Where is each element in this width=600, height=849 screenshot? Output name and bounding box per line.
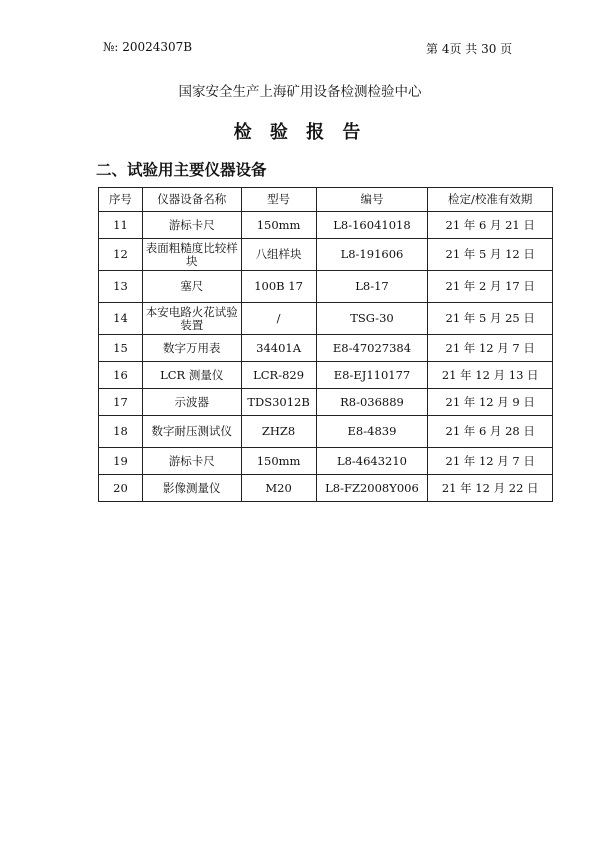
report-title: 检 验 报 告	[233, 122, 367, 143]
cell-expiry: 21 年 12 月 7 日	[428, 335, 553, 362]
cell-name: 游标卡尺	[142, 212, 241, 239]
cell-expiry: 21 年 12 月 22 日	[428, 475, 553, 502]
cell-name: 数字耐压测试仪	[142, 416, 241, 448]
cell-model: 150mm	[241, 212, 316, 239]
table-row	[99, 362, 553, 389]
cell-model: 150mm	[241, 448, 316, 475]
cell-model: 34401A	[241, 335, 316, 362]
table-row	[99, 475, 553, 502]
table-row	[99, 448, 553, 475]
page-info: 第 4页 共 30 页	[426, 42, 513, 56]
table-header-row	[99, 188, 553, 212]
cell-no: 20	[99, 475, 143, 502]
cell-no: 14	[99, 303, 143, 335]
cell-no: 17	[99, 389, 143, 416]
cell-id: L8-17	[316, 271, 428, 303]
cell-expiry: 21 年 5 月 12 日	[428, 239, 553, 271]
cell-no: 12	[99, 239, 143, 271]
cell-id: L8-191606	[316, 239, 428, 271]
cell-expiry: 21 年 12 月 9 日	[428, 389, 553, 416]
cell-name: 本安电路火花试验装置	[142, 303, 241, 335]
table-row	[99, 212, 553, 239]
column-header: 仪器设备名称	[142, 188, 241, 212]
instrument-table	[98, 187, 553, 502]
cell-expiry: 21 年 6 月 21 日	[428, 212, 553, 239]
cell-name: 影像测量仪	[142, 475, 241, 502]
section-heading: 二、试验用主要仪器设备	[96, 160, 267, 179]
cell-no: 18	[99, 416, 143, 448]
column-header: 型号	[241, 188, 316, 212]
cell-model: TDS3012B	[241, 389, 316, 416]
cell-expiry: 21 年 12 月 7 日	[428, 448, 553, 475]
table-row	[99, 416, 553, 448]
cell-name: 数字万用表	[142, 335, 241, 362]
table-row	[99, 303, 553, 335]
cell-model: 八组样块	[241, 239, 316, 271]
column-header: 检定/校准有效期	[428, 188, 553, 212]
cell-id: L8-16041018	[316, 212, 428, 239]
cell-name: 表面粗糙度比较样块	[142, 239, 241, 271]
cell-name: 游标卡尺	[142, 448, 241, 475]
cell-no: 19	[99, 448, 143, 475]
table-row	[99, 389, 553, 416]
cell-model: ZHZ8	[241, 416, 316, 448]
cell-id: R8-036889	[316, 389, 428, 416]
cell-id: E8-EJ110177	[316, 362, 428, 389]
cell-id: L8-4643210	[316, 448, 428, 475]
column-header: 序号	[99, 188, 143, 212]
cell-id: TSG-30	[316, 303, 428, 335]
organization-name: 国家安全生产上海矿用设备检测检验中心	[178, 84, 422, 100]
table-row	[99, 335, 553, 362]
column-header: 编号	[316, 188, 428, 212]
cell-no: 16	[99, 362, 143, 389]
cell-expiry: 21 年 2 月 17 日	[428, 271, 553, 303]
cell-expiry: 21 年 12 月 13 日	[428, 362, 553, 389]
table-row	[99, 239, 553, 271]
cell-id: L8-FZ2008Y006	[316, 475, 428, 502]
cell-no: 13	[99, 271, 143, 303]
cell-expiry: 21 年 5 月 25 日	[428, 303, 553, 335]
cell-model: /	[241, 303, 316, 335]
table-row	[99, 271, 553, 303]
cell-model: 100B 17	[241, 271, 316, 303]
report-number: №: 20024307B	[103, 40, 193, 54]
cell-model: M20	[241, 475, 316, 502]
cell-model: LCR-829	[241, 362, 316, 389]
cell-name: LCR 测量仪	[142, 362, 241, 389]
cell-name: 塞尺	[142, 271, 241, 303]
cell-id: E8-4839	[316, 416, 428, 448]
cell-expiry: 21 年 6 月 28 日	[428, 416, 553, 448]
cell-id: E8-47027384	[316, 335, 428, 362]
cell-name: 示波器	[142, 389, 241, 416]
cell-no: 11	[99, 212, 143, 239]
cell-no: 15	[99, 335, 143, 362]
